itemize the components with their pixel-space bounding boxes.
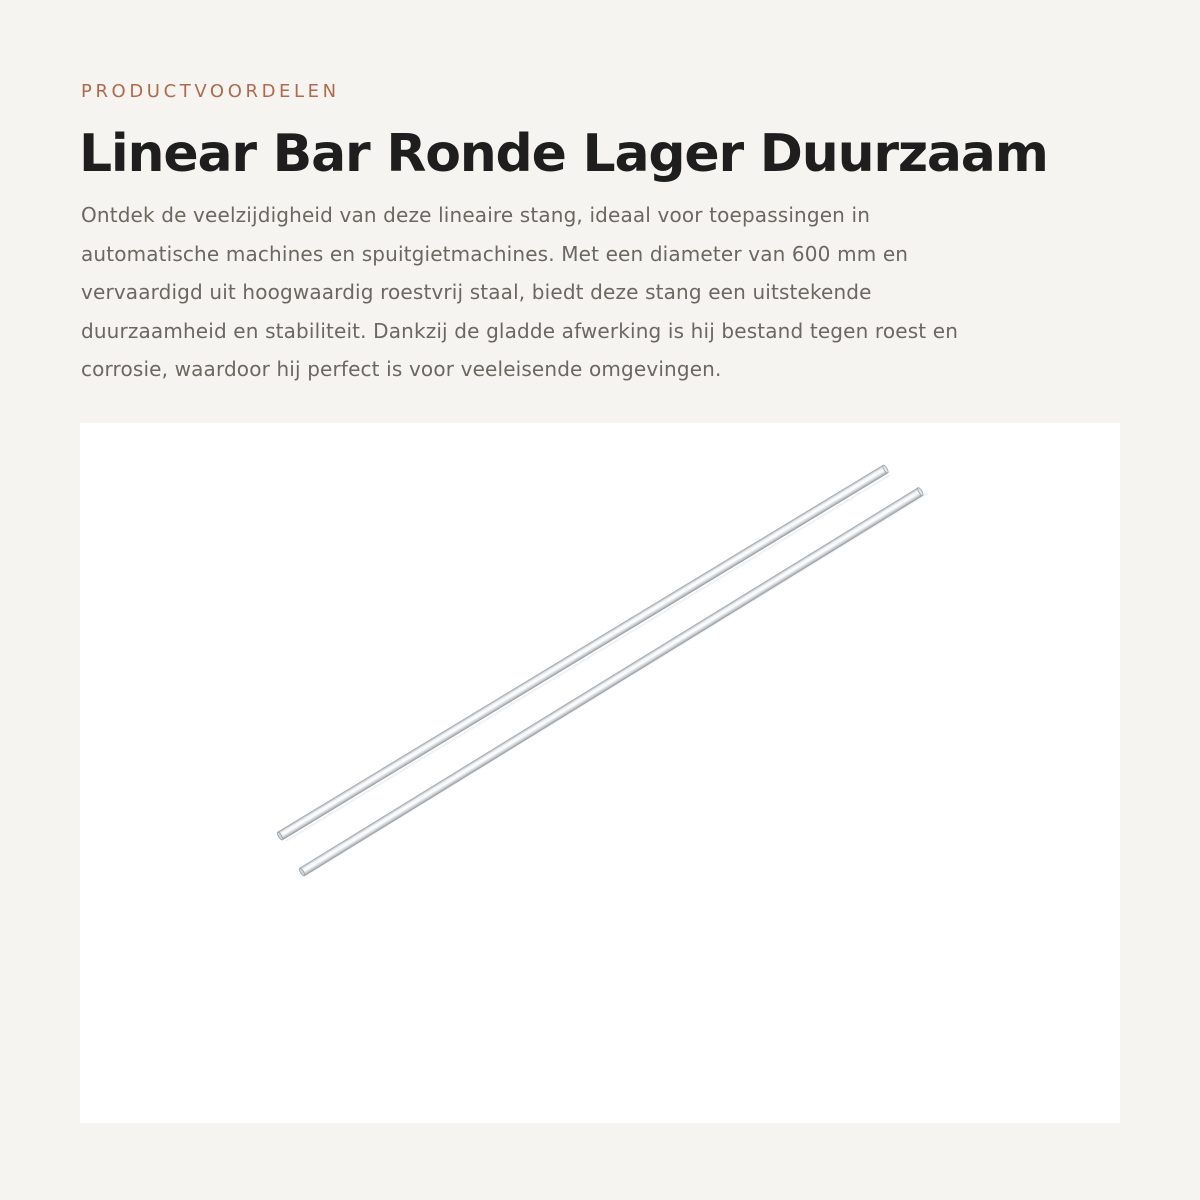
linear-rods-illustration bbox=[80, 423, 1120, 1123]
linear-rod bbox=[298, 487, 924, 877]
linear-rod bbox=[276, 464, 889, 840]
description-line: duurzaamheid en stabiliteit. Dankzij de gladde afwerking is hij bestand tegen roest en bbox=[81, 318, 959, 343]
description-line: vervaardigd uit hoogwaardig roestvrij staal, biedt deze stang een uitstekende bbox=[81, 280, 872, 304]
section-eyebrow: PRODUCTVOORDELEN bbox=[81, 81, 340, 102]
description-line: automatische machines en spuitgietmachines. Met een diameter van 600 mm en bbox=[81, 241, 909, 266]
product-description bbox=[81, 196, 1091, 389]
product-image bbox=[80, 423, 1120, 1123]
page-title: Linear Bar Ronde Lager Duurzaam bbox=[79, 124, 1048, 184]
description-line: Ontdek de veelzijdigheid van deze lineaire stang, ideaal voor toepassingen in bbox=[81, 203, 871, 227]
description-line: corrosie, waardoor hij perfect is voor veeleisende omgevingen. bbox=[81, 357, 722, 381]
